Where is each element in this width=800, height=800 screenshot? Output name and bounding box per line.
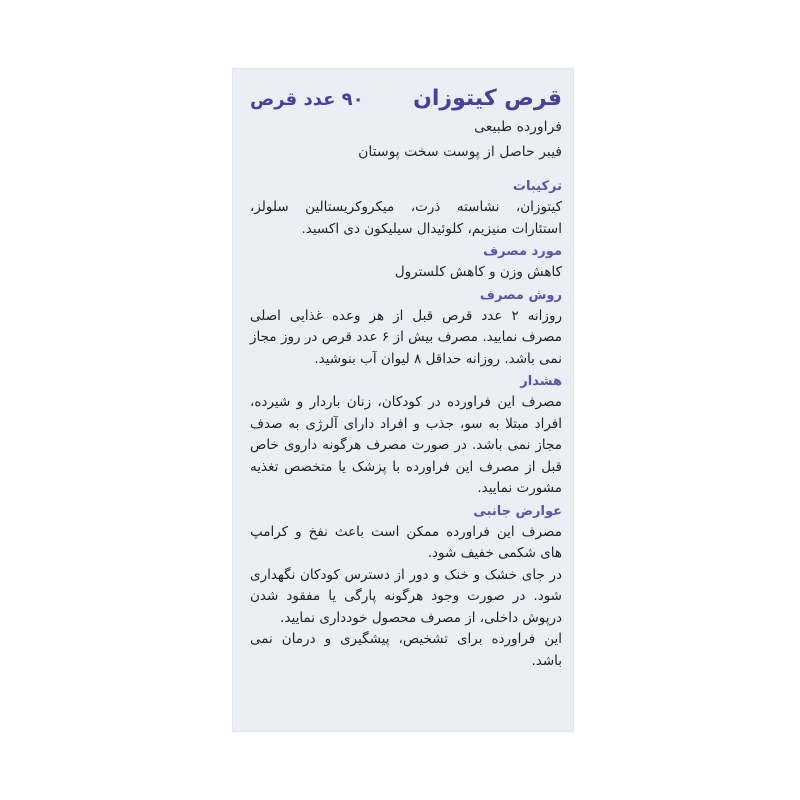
usage-text: روزانه ۲ عدد قرص قبل از هر وعده غذایی اصلی مصرف نمایید. مصرف بیش از ۶ عدد قرص در روز مجاز نمی باشد. روزانه حداقل ۸ لیوان آب بنوشید. [250, 307, 562, 367]
warning-heading: هشدار [520, 374, 562, 389]
ingredients-heading: ترکیبات [512, 179, 562, 194]
side-effects-heading: عوارض جانبی [473, 503, 562, 519]
indication-heading: مورد مصرف [483, 244, 562, 259]
indication-text: کاهش وزن و کاهش کلسترول [394, 264, 562, 280]
tablet-count: ۹۰ عدد قرص [250, 89, 364, 110]
usage-heading: روش مصرف [479, 287, 562, 303]
label-header [250, 84, 562, 115]
ingredients-text: کیتوزان، نشاسته ذرت، میکروکریستالین سلولز، استئارات منیزیم، کلوئیدال سیلیکون دی اکسید. [250, 199, 562, 237]
disclaimer-text: این فراورده برای تشخیص، پیشگیری و درمان نمی باشد. [250, 631, 562, 669]
side-effects-text: مصرف این فراورده ممکن است باعث نفخ و کرامپ های شکمی خفیف شود. [250, 523, 562, 561]
storage-text: در جای خشک و خنک و دور از دسترس کودکان نگهداری شود. در صورت وجود هرگونه پارگی یا مفقود شدن درپوش داخلی، از مصرف محصول خودداری نمایید. [250, 566, 562, 626]
warning-text: مصرف این فراورده در کودکان، زنان باردار و شیرده، افراد مبتلا به سو، جذب و افراد دارای آلرژی به صدف مجاز نمی باشد. در صورت مصرف هرگونه داروی خاص قبل از مصرف این فراورده با پزشک یا متخصص تغذیه مشورت نمایید. [250, 394, 562, 496]
product-type: فراورده طبیعی [474, 119, 562, 135]
product-title: قرص کیتوزان [413, 86, 562, 111]
product-label [232, 68, 574, 732]
product-source: فیبر حاصل از پوست سخت پوستان [358, 144, 562, 160]
